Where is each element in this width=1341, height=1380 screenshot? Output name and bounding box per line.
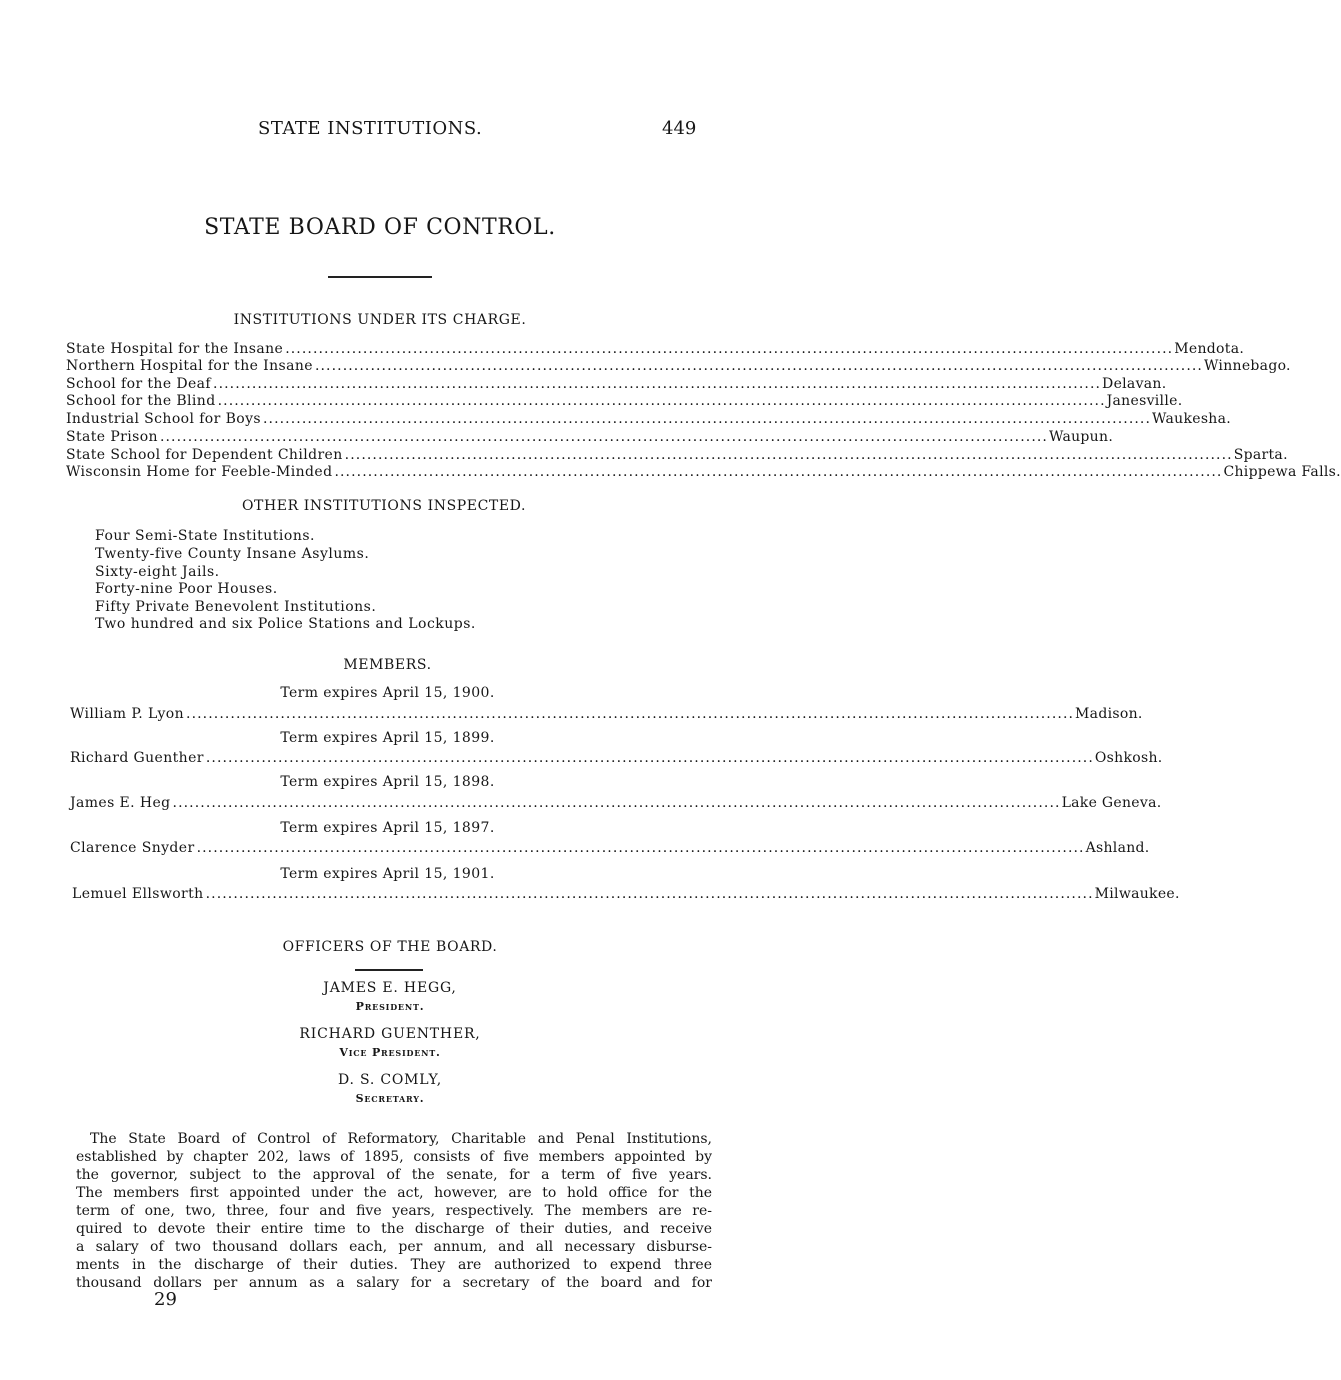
institution-row	[66, 375, 1167, 393]
leader-dots: ................................................................................................................................................................	[262, 411, 1152, 427]
officer-name: JAMES E. HEGG,	[323, 980, 457, 996]
institution-row	[66, 340, 1245, 358]
member-name: James E. Heg	[70, 795, 171, 811]
member-term: Term expires April 15, 1900.	[280, 685, 495, 701]
member-name: Lemuel Ellsworth	[72, 886, 204, 902]
member-row	[70, 794, 1162, 812]
paragraph-line: established by chapter 202, laws of 1895, consists of five members appointed by	[76, 1149, 712, 1165]
member-place: Milwaukee.	[1094, 886, 1180, 902]
leader-dots: ................................................................................................................................................................	[217, 393, 1106, 409]
leader-dots: ................................................................................................................................................................	[213, 376, 1102, 392]
institution-row	[66, 357, 1291, 375]
institution-row	[66, 392, 1183, 410]
leader-dots: ................................................................................................................................................................	[205, 886, 1094, 902]
inspected-item: Four Semi-State Institutions.	[95, 528, 315, 544]
inspected-item: Fifty Private Benevolent Institutions.	[95, 599, 377, 615]
leader-dots: ................................................................................................................................................................	[196, 840, 1085, 856]
inspected-item: Twenty-five County Insane Asylums.	[95, 546, 370, 562]
member-term: Term expires April 15, 1898.	[280, 774, 495, 790]
institution-name: School for the Blind	[66, 393, 216, 409]
institution-name: State Prison	[66, 429, 158, 445]
main-title: STATE BOARD OF CONTROL.	[204, 215, 556, 240]
member-place: Oshkosh.	[1094, 750, 1163, 766]
leader-dots: ................................................................................................................................................................	[186, 706, 1075, 722]
member-term: Term expires April 15, 1897.	[280, 820, 495, 836]
leader-dots: ................................................................................................................................................................	[334, 464, 1223, 480]
member-term: Term expires April 15, 1901.	[280, 866, 495, 882]
member-place: Lake Geneva.	[1061, 795, 1162, 811]
institution-name: State Hospital for the Insane	[66, 341, 284, 357]
officer-name: D. S. COMLY,	[337, 1072, 443, 1088]
member-row	[72, 885, 1180, 903]
member-place: Madison.	[1075, 706, 1143, 722]
institution-row	[66, 446, 1288, 464]
page-number: 449	[662, 118, 697, 139]
institution-name: Wisconsin Home for Feeble-Minded	[66, 464, 333, 480]
institution-name: School for the Deaf	[66, 376, 212, 392]
institution-place: Waupun.	[1048, 429, 1114, 445]
institution-place: Sparta.	[1233, 447, 1288, 463]
member-row	[70, 705, 1143, 723]
paragraph-line: a salary of two thousand dollars each, per annum, and all necessary disburse-	[76, 1239, 712, 1255]
officer-title: Secretary.	[355, 1092, 425, 1105]
member-name: Clarence Snyder	[70, 840, 195, 856]
leader-dots: ................................................................................................................................................................	[159, 429, 1048, 445]
institution-name: Northern Hospital for the Insane	[66, 358, 313, 374]
officers-rule	[355, 969, 423, 971]
member-name: William P. Lyon	[70, 706, 185, 722]
signature-mark: 29	[154, 1289, 177, 1310]
inspected-heading: OTHER INSTITUTIONS INSPECTED.	[241, 498, 527, 514]
leader-dots: ................................................................................................................................................................	[172, 795, 1061, 811]
member-name: Richard Guenther	[70, 750, 204, 766]
leader-dots: ................................................................................................................................................................	[344, 447, 1233, 463]
inspected-item: Two hundred and six Police Stations and Lockups.	[95, 616, 476, 632]
paragraph-line: the governor, subject to the approval of the senate, for a term of five years.	[76, 1167, 712, 1183]
officer-title: Vice President.	[339, 1046, 441, 1059]
title-rule	[328, 276, 432, 278]
member-term: Term expires April 15, 1899.	[280, 730, 495, 746]
institution-row	[66, 410, 1232, 428]
leader-dots: ................................................................................................................................................................	[205, 750, 1094, 766]
officers-heading: OFFICERS OF THE BOARD.	[282, 939, 498, 955]
institution-place: Janesville.	[1106, 393, 1183, 409]
leader-dots: ................................................................................................................................................................	[285, 341, 1174, 357]
inspected-item: Forty-nine Poor Houses.	[95, 581, 278, 597]
institution-place: Delavan.	[1102, 376, 1167, 392]
paragraph-line: quired to devote their entire time to the discharge of their duties, and receive	[76, 1221, 712, 1237]
institution-row	[66, 428, 1114, 446]
paragraph-line: The members first appointed under the act, however, are to hold office for the	[76, 1185, 712, 1201]
paragraph-line: term of one, two, three, four and five years, respectively. The members are re-	[76, 1203, 712, 1219]
institution-name: Industrial School for Boys	[66, 411, 261, 427]
member-row	[70, 839, 1150, 857]
officer-title: President.	[355, 1000, 425, 1013]
institution-name: State School for Dependent Children	[66, 447, 343, 463]
paragraph-line: thousand dollars per annum as a salary for a secretary of the board and for	[76, 1275, 712, 1291]
officer-name: RICHARD GUENTHER,	[299, 1026, 481, 1042]
institution-row	[66, 463, 1341, 481]
leader-dots: ................................................................................................................................................................	[314, 358, 1203, 374]
institution-place: Chippewa Falls.	[1223, 464, 1341, 480]
member-row	[70, 749, 1163, 767]
institution-place: Mendota.	[1174, 341, 1245, 357]
inspected-item: Sixty-eight Jails.	[95, 564, 220, 580]
institutions-heading: INSTITUTIONS UNDER ITS CHARGE.	[233, 312, 527, 328]
paragraph-line: ments in the discharge of their duties. They are authorized to expend three	[76, 1257, 712, 1273]
member-place: Ashland.	[1085, 840, 1150, 856]
body-paragraph	[76, 1130, 712, 1292]
running-head: STATE INSTITUTIONS.	[258, 118, 483, 139]
paragraph-line: The State Board of Control of Reformatory, Charitable and Penal Institutions,	[90, 1131, 712, 1147]
institution-place: Winnebago.	[1203, 358, 1291, 374]
members-heading: MEMBERS.	[343, 657, 432, 673]
institution-place: Waukesha.	[1152, 411, 1232, 427]
